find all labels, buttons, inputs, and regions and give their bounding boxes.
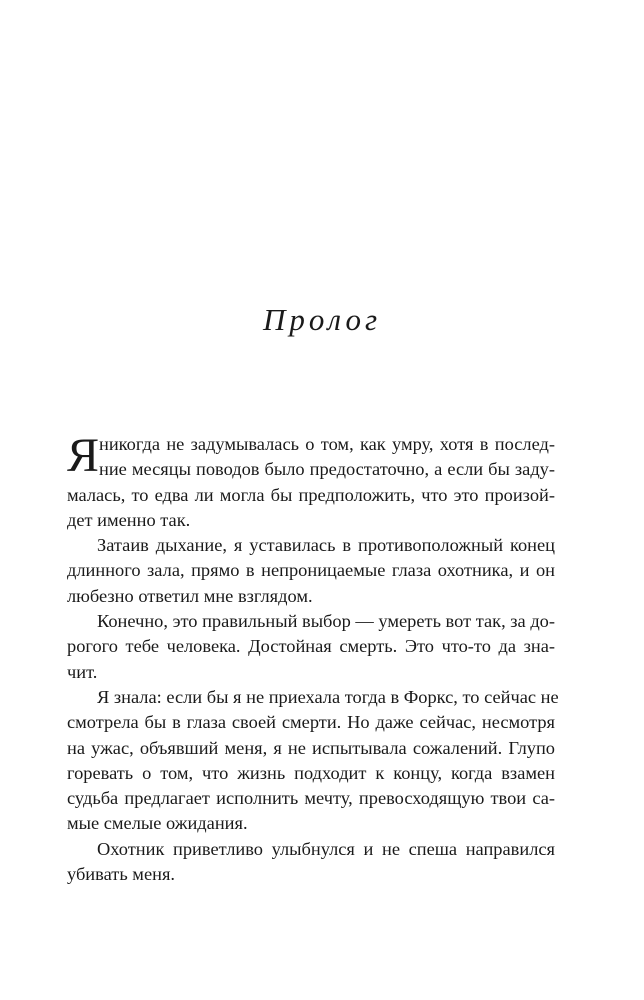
paragraph-line: убивать меня. <box>67 864 175 885</box>
drop-cap: Я <box>67 429 100 482</box>
paragraph-line: малась, то едва ли могла бы предположить, что это произой- <box>67 484 555 505</box>
paragraph-line: рогого тебе человека. Достойная смерть. Это что-то да зна- <box>67 636 555 657</box>
paragraph-line: мые смелые ожидания. <box>67 813 248 834</box>
chapter-title: Пролог <box>262 302 382 337</box>
paragraph-line: Я знала: если бы я не приехала тогда в Форкс, то сейчас не <box>97 686 559 707</box>
paragraph-line: судьба предлагает исполнить мечту, превосходящую твои са- <box>67 788 555 809</box>
line-text: никогда не задумывалась о том, как умру, хотя в послед- <box>99 434 555 454</box>
prologue-text <box>67 429 559 887</box>
paragraph-line: любезно ответил мне взглядом. <box>67 585 313 606</box>
paragraph-line: Конечно, это правильный выбор — умереть вот так, за до- <box>97 611 555 632</box>
paragraph-line: Охотник приветливо улыбнулся и не спеша направился <box>97 838 555 859</box>
paragraph-line: на ужас, объявший меня, я не испытывала сожалений. Глупо <box>67 737 555 758</box>
paragraph-line: ние месяцы поводов было предостаточно, а если бы заду- <box>99 459 555 480</box>
paragraph-line: Затаив дыхание, я уставилась в противоположный конец <box>97 535 555 556</box>
paragraph-line: смотрела бы в глаза своей смерти. Но даже сейчас, несмотря <box>67 712 555 733</box>
paragraph-line: длинного зала, прямо в непроницаемые глаза охотника, и он <box>67 560 555 581</box>
paragraph-line: горевать о том, что жизнь подходит к концу, когда взамен <box>67 762 555 783</box>
paragraph-line: чит. <box>67 661 98 682</box>
paragraph-line: дет именно так. <box>67 509 191 530</box>
